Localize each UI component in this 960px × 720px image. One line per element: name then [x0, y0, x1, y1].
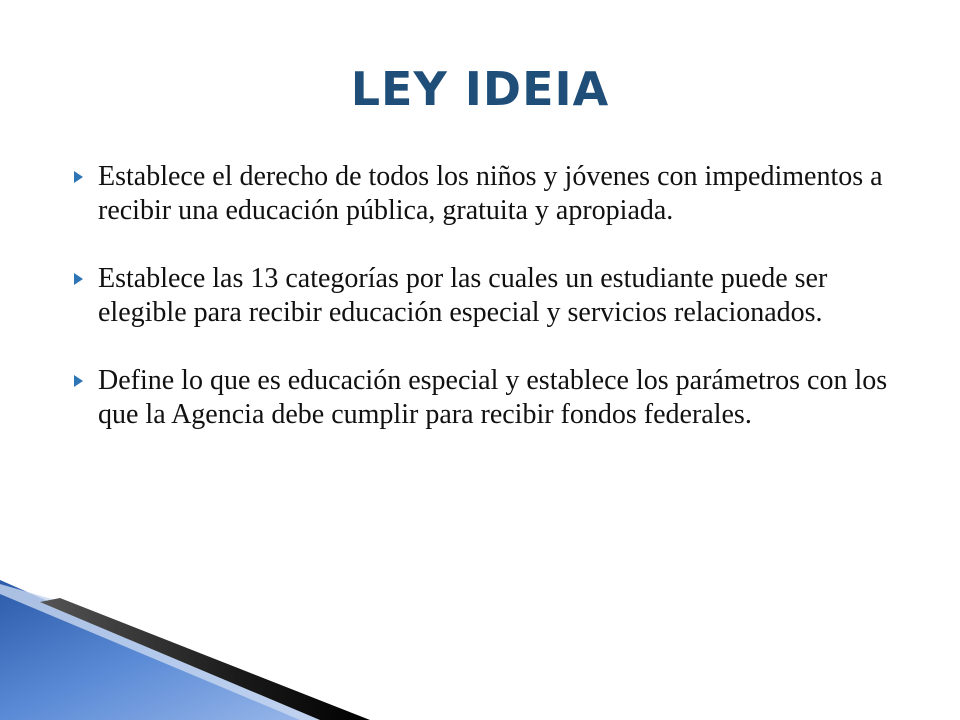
triangle-right-icon	[74, 273, 83, 285]
bullet-item	[72, 160, 892, 228]
bullet-text: Establece el derecho de todos los niños y jóvenes con impedimentos a recibir una educación pública, gratuita y apropiada.	[98, 161, 883, 226]
triangle-right-icon	[74, 375, 83, 387]
decorative-swoosh	[0, 580, 960, 720]
bullet-text: Establece las 13 categorías por las cuales un estudiante puede ser elegible para recibir educación especial y servicios relacionados.	[98, 263, 828, 328]
triangle-right-icon	[74, 171, 83, 183]
bullet-item	[72, 364, 892, 432]
slide-title: LEY IDEIA	[350, 62, 610, 116]
bullet-list	[72, 160, 892, 466]
bullet-item	[72, 262, 892, 330]
bullet-text: Define lo que es educación especial y establece los parámetros con los que la Agencia debe cumplir para recibir fondos federales.	[98, 365, 888, 430]
